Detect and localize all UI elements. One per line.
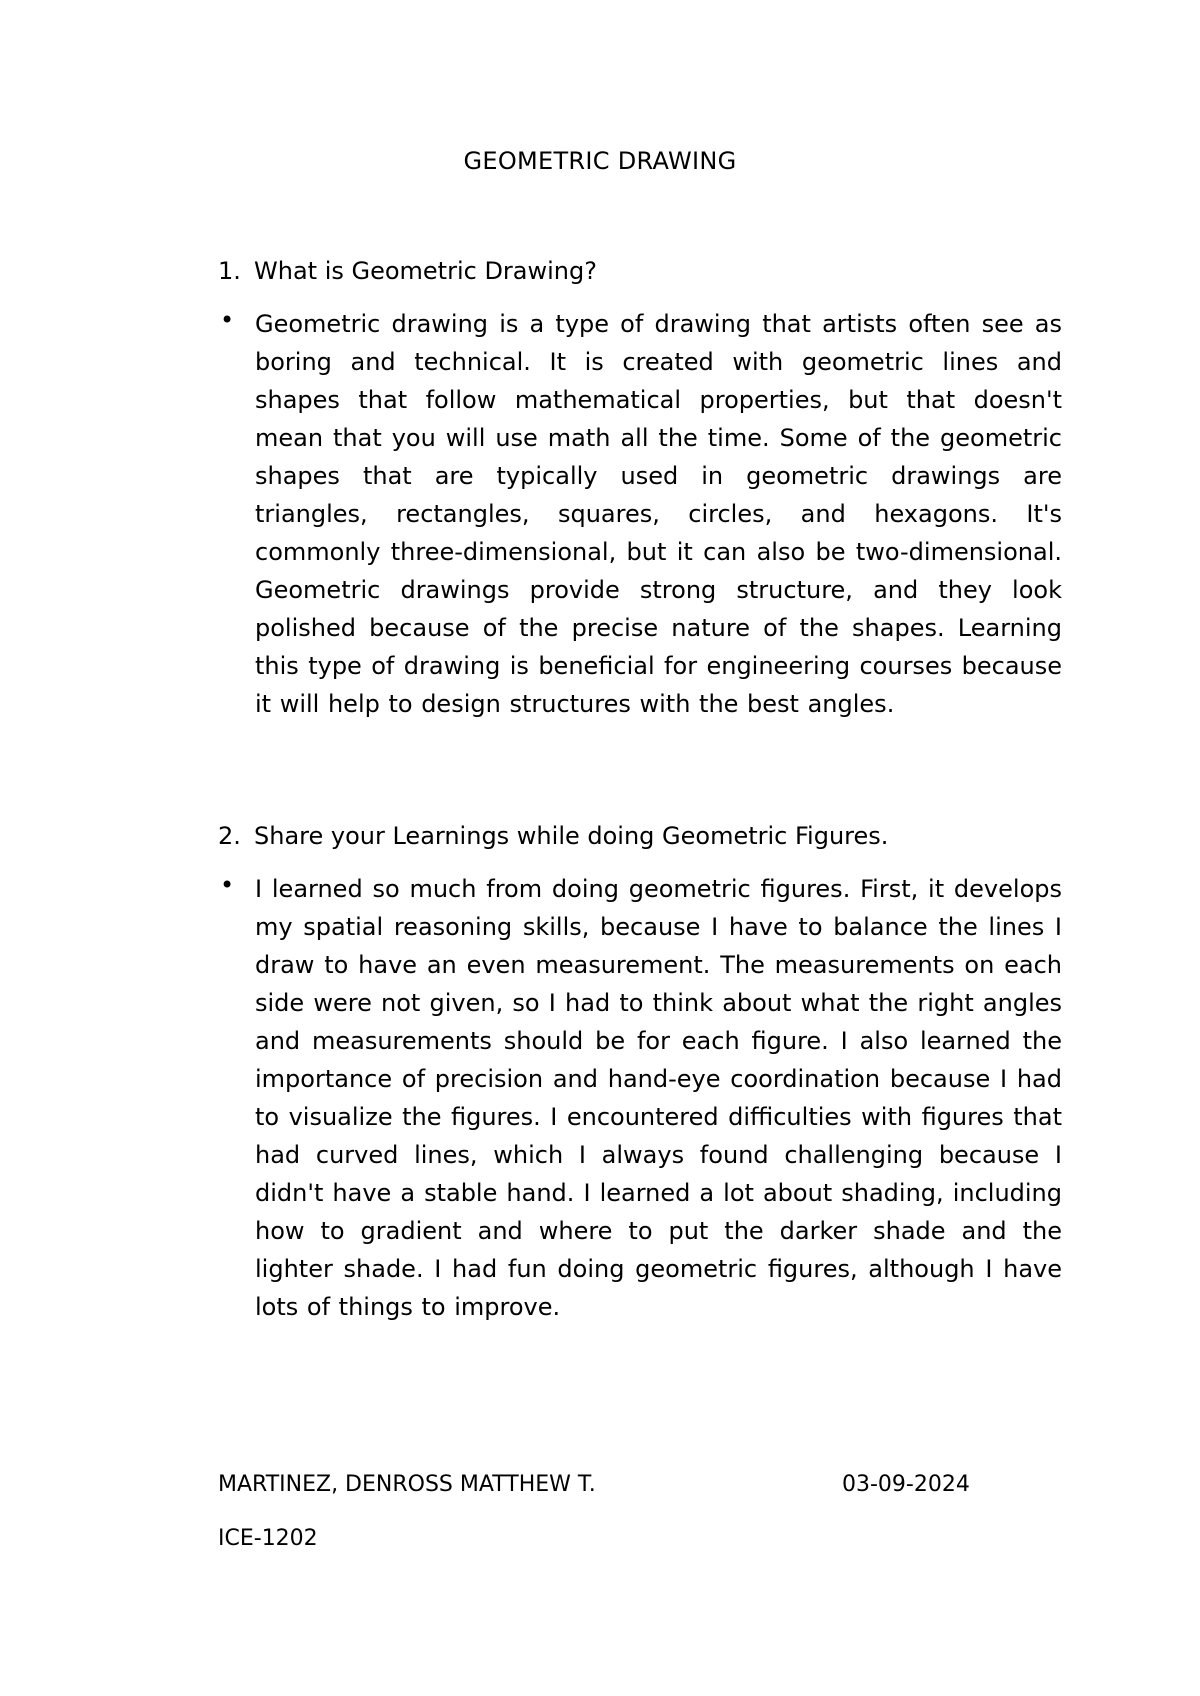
question-2 bbox=[218, 821, 888, 851]
document-title: GEOMETRIC DRAWING bbox=[463, 147, 737, 175]
bullet-icon: • bbox=[220, 306, 235, 334]
answer-1-block bbox=[218, 305, 1062, 723]
submission-date: 03-09-2024 bbox=[842, 1472, 970, 1497]
question-2-number: 2. bbox=[218, 822, 241, 850]
question-1-number: 1. bbox=[218, 257, 241, 285]
question-1 bbox=[218, 256, 597, 286]
class-section: ICE-1202 bbox=[218, 1526, 318, 1551]
question-1-text: What is Geometric Drawing? bbox=[254, 257, 597, 285]
answer-2-block bbox=[218, 870, 1062, 1326]
author-name: MARTINEZ, DENROSS MATTHEW T. bbox=[218, 1472, 596, 1497]
answer-2-text: I learned so much from doing geometric figures. First, it develops my spatial reasoning skills, because I have to balance the lines I draw to have an even measurement. The measurements on each side were not given, so I had to think about what the right angles and measurements should be for each figure. I also learned the importance of precision and hand-eye coordination because I had to visualize the figures. I encountered difficulties with figures that had curved lines, which I always found challenging because I didn't have a stable hand. I learned a lot about shading, including how to gradient and where to put the darker shade and the lighter shade. I had fun doing geometric figures, although I have lots of things to improve. bbox=[255, 875, 1062, 1321]
answer-1-text: Geometric drawing is a type of drawing that artists often see as boring and technical. It is created with geometric lines and shapes that follow mathematical properties, but that doesn't mean that you will use math all the time. Some of the geometric shapes that are typically used in geometric drawings are triangles, rectangles, squares, circles, and hexagons. It's commonly three-dimensional, but it can also be two-dimensional. Geometric drawings provide strong structure, and they look polished because of the precise nature of the shapes. Learning this type of drawing is beneficial for engineering courses because it will help to design structures with the best angles. bbox=[255, 310, 1062, 718]
question-2-text: Share your Learnings while doing Geometric Figures. bbox=[254, 822, 889, 850]
bullet-icon: • bbox=[220, 871, 235, 899]
